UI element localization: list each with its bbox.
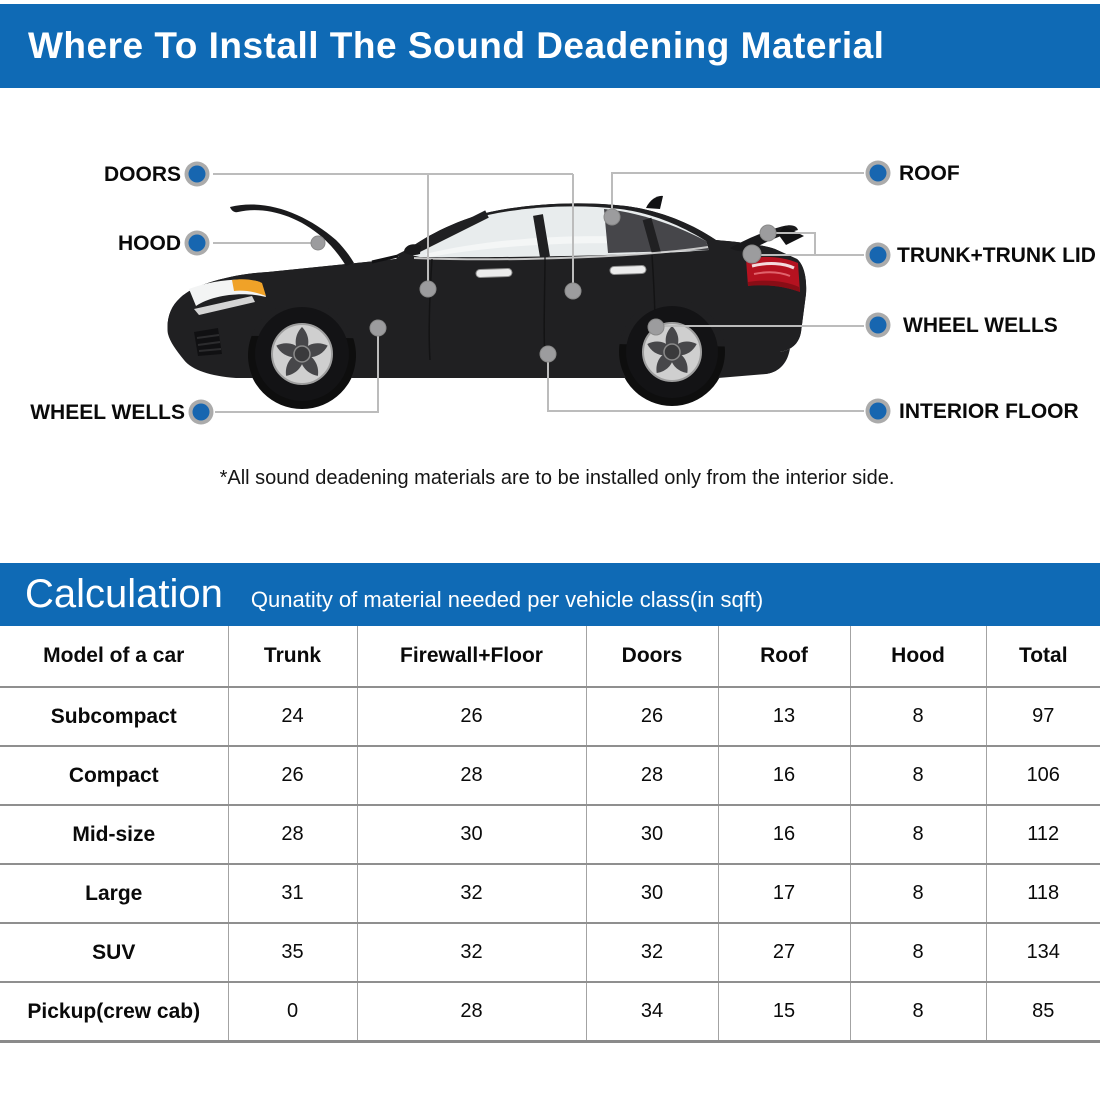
car-illustration — [168, 196, 807, 401]
label-hood: HOOD — [118, 232, 181, 255]
label-roof: ROOF — [899, 162, 960, 185]
col-header-doors: Doors — [586, 626, 718, 687]
front-wheel — [255, 307, 349, 401]
cell-firewall-floor: 28 — [357, 982, 586, 1042]
cell-roof: 17 — [718, 864, 850, 923]
cell-doors: 30 — [586, 864, 718, 923]
col-header-roof: Roof — [718, 626, 850, 687]
cell-total: 118 — [986, 864, 1100, 923]
cell-trunk: 35 — [228, 923, 357, 982]
label-wheel-wells-right: WHEEL WELLS — [903, 314, 1058, 337]
col-header-trunk: Trunk — [228, 626, 357, 687]
col-header-total: Total — [986, 626, 1100, 687]
cell-roof: 15 — [718, 982, 850, 1042]
table-row — [0, 982, 1100, 1042]
cell-doors: 26 — [586, 687, 718, 746]
calculation-title: Calculation — [25, 572, 223, 616]
interior-floor-dot — [866, 399, 891, 424]
cell-trunk: 0 — [228, 982, 357, 1042]
label-interior-floor: INTERIOR FLOOR — [899, 400, 1079, 423]
label-trunk: TRUNK+TRUNK LID — [897, 244, 1096, 267]
cell-hood: 8 — [850, 746, 986, 805]
table-row — [0, 746, 1100, 805]
rear-wheel — [626, 306, 718, 398]
cell-total: 106 — [986, 746, 1100, 805]
cell-total: 112 — [986, 805, 1100, 864]
cell-roof: 16 — [718, 805, 850, 864]
row-model: Large — [0, 864, 228, 923]
cell-roof: 13 — [718, 687, 850, 746]
cell-firewall-floor: 30 — [357, 805, 586, 864]
side-mirror — [404, 244, 421, 255]
cell-doors: 30 — [586, 805, 718, 864]
cell-doors: 34 — [586, 982, 718, 1042]
hood-dot — [185, 231, 210, 256]
cell-total: 97 — [986, 687, 1100, 746]
cell-hood: 8 — [850, 864, 986, 923]
car-diagram — [0, 88, 1100, 563]
calculation-subtitle: Qunatity of material needed per vehicle class(in sqft) — [250, 587, 764, 612]
trunk-dot — [866, 243, 891, 268]
cell-trunk: 26 — [228, 746, 357, 805]
cell-trunk: 31 — [228, 864, 357, 923]
open-hood — [230, 204, 354, 266]
cell-trunk: 24 — [228, 687, 357, 746]
row-model: Compact — [0, 746, 228, 805]
quantity-table — [0, 626, 1100, 1043]
roof-antenna — [646, 196, 663, 209]
table-row — [0, 805, 1100, 864]
table-row — [0, 864, 1100, 923]
col-header-model: Model of a car — [0, 626, 228, 687]
row-model: Subcompact — [0, 687, 228, 746]
cell-roof: 27 — [718, 923, 850, 982]
footnote: *All sound deadening materials are to be installed only from the interior side. — [219, 467, 895, 489]
cell-total: 85 — [986, 982, 1100, 1042]
page-title: Where To Install The Sound Deadening Material — [28, 25, 885, 66]
cell-hood: 8 — [850, 687, 986, 746]
cell-doors: 28 — [586, 746, 718, 805]
cell-firewall-floor: 28 — [357, 746, 586, 805]
cell-hood: 8 — [850, 923, 986, 982]
label-wheel-wells-left: WHEEL WELLS — [30, 401, 185, 424]
row-model: Pickup(crew cab) — [0, 982, 228, 1042]
cell-total: 134 — [986, 923, 1100, 982]
cell-trunk: 28 — [228, 805, 357, 864]
col-header-firewall-floor: Firewall+Floor — [357, 626, 586, 687]
calculation-band — [0, 563, 1100, 626]
cell-roof: 16 — [718, 746, 850, 805]
table-header-row — [0, 626, 1100, 687]
doors-dot — [185, 162, 210, 187]
cell-firewall-floor: 26 — [357, 687, 586, 746]
cell-firewall-floor: 32 — [357, 923, 586, 982]
row-model: Mid-size — [0, 805, 228, 864]
row-model: SUV — [0, 923, 228, 982]
wheel-wells-right-dot — [866, 313, 891, 338]
title-band — [0, 4, 1100, 88]
roof-dot — [866, 161, 891, 186]
cell-hood: 8 — [850, 982, 986, 1042]
cell-doors: 32 — [586, 923, 718, 982]
cell-firewall-floor: 32 — [357, 864, 586, 923]
table-row — [0, 687, 1100, 746]
wheel-wells-left-dot — [189, 400, 214, 425]
col-header-hood: Hood — [850, 626, 986, 687]
cell-hood: 8 — [850, 805, 986, 864]
label-doors: DOORS — [103, 163, 181, 186]
table-row — [0, 923, 1100, 982]
